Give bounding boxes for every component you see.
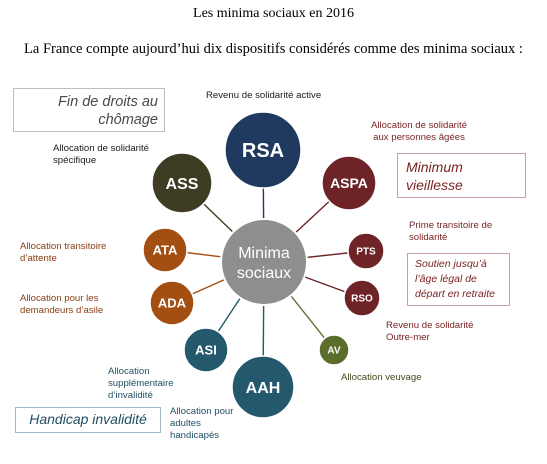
label-asi: Allocation supplémentaire d’invalidité xyxy=(108,366,174,401)
node-abbr-aah: AAH xyxy=(245,379,281,397)
node-rsa xyxy=(225,112,301,188)
node-abbr-rso: RSO xyxy=(351,293,373,305)
label-rsa: Revenu de solidarité active xyxy=(206,90,322,101)
node-abbr-asi: ASI xyxy=(195,342,217,358)
category-fin-de-droits xyxy=(13,88,165,132)
node-ata xyxy=(143,228,187,272)
center-node xyxy=(221,219,307,305)
label-ass: Allocation de solidarité spécifique xyxy=(53,143,149,166)
category-minimum-vieillesse xyxy=(397,153,526,198)
node-abbr-pts: PTS xyxy=(356,246,376,258)
node-ass xyxy=(152,153,212,213)
category-minimum-vieillesse-line2: vieillesse xyxy=(406,177,463,193)
node-pts xyxy=(348,233,384,269)
label-aah: Allocation pour adultes handicapés xyxy=(170,406,234,441)
category-soutien-line2: l’âge légal de xyxy=(415,273,477,285)
node-asi xyxy=(184,328,228,372)
label-pts: Prime transitoire de solidarité xyxy=(409,220,493,243)
node-abbr-ada: ADA xyxy=(157,295,187,311)
category-handicap-text: Handicap invalidité xyxy=(29,411,147,427)
node-abbr-ass: ASS xyxy=(165,175,199,193)
label-av: Allocation veuvage xyxy=(341,372,422,383)
category-fin-de-droits-line2: chômage xyxy=(98,112,158,128)
page-title: Les minima sociaux en 2016 xyxy=(193,6,354,21)
center-label-line2: sociaux xyxy=(236,265,292,282)
category-soutien-line3: départ en retraite xyxy=(415,288,495,300)
label-rso: Revenu de solidarité Outre-mer xyxy=(386,320,474,343)
category-soutien-line1: Soutien jusqu’à xyxy=(415,258,487,270)
label-aspa: Allocation de solidarité aux personnes âgées xyxy=(371,120,467,143)
node-abbr-aspa: ASPA xyxy=(330,175,368,192)
center-circle xyxy=(221,219,307,305)
label-ada: Allocation pour les demandeurs d’asile xyxy=(20,293,104,316)
node-av xyxy=(319,335,349,365)
label-ata: Allocation transitoire d’attente xyxy=(20,241,107,264)
node-abbr-ata: ATA xyxy=(152,242,178,258)
category-soutien-retraite xyxy=(407,253,510,306)
node-aah xyxy=(232,356,294,418)
center-label-line1: Minima xyxy=(238,245,290,262)
node-ada xyxy=(150,281,194,325)
category-minimum-vieillesse-line1: Minimum xyxy=(406,159,463,175)
node-aspa xyxy=(322,156,376,210)
page-subtitle: La France compte aujourd’hui dix dispositifs considérés comme des minima sociaux : xyxy=(24,41,523,57)
node-rso xyxy=(344,280,380,316)
node-abbr-av: AV xyxy=(327,345,341,357)
category-handicap-invalidite xyxy=(15,407,161,433)
category-fin-de-droits-line1: Fin de droits au xyxy=(58,94,158,110)
node-abbr-rsa: RSA xyxy=(241,140,285,163)
